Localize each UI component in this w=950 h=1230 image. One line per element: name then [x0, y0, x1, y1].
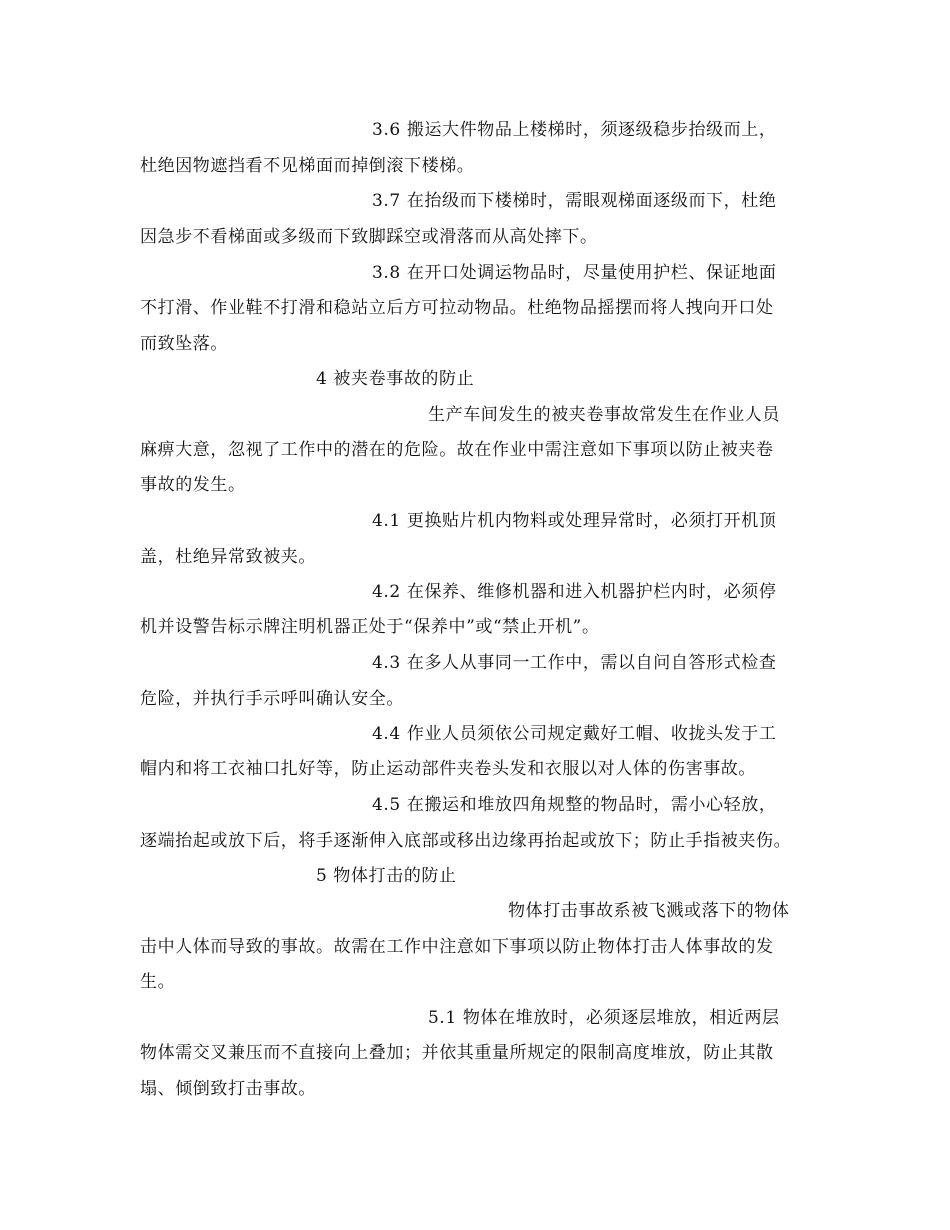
text-line: 不打滑、作业鞋不打滑和稳站立后方可拉动物品。杜绝物品摇摆而将人拽向开口处	[140, 298, 774, 318]
text-line: 逐端抬起或放下后，将手逐渐伸入底部或移出边缘再抬起或放下；防止手指被夹伤。	[140, 831, 792, 851]
text-line: 3.7 在抬级而下楼梯时，需眼观梯面逐级而下，杜绝	[372, 191, 777, 211]
text-line: 杜绝因物遮挡看不见梯面而掉倒滚下楼梯。	[140, 156, 475, 176]
text-line: 物体打击事故系被飞溅或落下的物体	[508, 901, 790, 921]
text-line: 而致坠落。	[140, 334, 228, 354]
text-line: 事故的发生。	[140, 475, 246, 495]
text-line: 4.5 在搬运和堆放四角规整的物品时，需小心轻放，	[372, 795, 777, 815]
text-line: 麻痹大意，忽视了工作中的潜在的危险。故在作业中需注意如下事项以防止被夹卷	[140, 440, 774, 460]
text-line: 塌、倾倒致打击事故。	[140, 1079, 316, 1099]
text-line: 5.1 物体在堆放时，必须逐层堆放，相近两层	[428, 1008, 780, 1028]
text-line: 生。	[140, 972, 176, 992]
text-line: 3.8 在开口处调运物品时，尽量使用护栏、保证地面	[372, 263, 777, 283]
text-line: 击中人体而导致的事故。故需在工作中注意如下事项以防止物体打击人体事故的发	[140, 937, 774, 957]
text-line: 因急步不看梯面或多级而下致脚踩空或滑落而从高处摔下。	[140, 227, 598, 247]
section-heading: 4 被夹卷事故的防止	[316, 369, 475, 389]
section-heading: 5 物体打击的防止	[316, 866, 457, 886]
text-line: 物体需交叉兼压而不直接向上叠加；并依其重量所规定的限制高度堆放，防止其散	[140, 1043, 774, 1063]
text-line: 危险，并执行手示呼叫确认安全。	[140, 689, 404, 709]
text-line: 帽内和将工衣袖口扎好等，防止运动部件夹卷头发和衣服以对人体的伤害事故。	[140, 759, 756, 779]
text-line: 生产车间发生的被夹卷事故常发生在作业人员	[428, 405, 780, 425]
text-line: 4.1 更换贴片机内物料或处理异常时，必须打开机顶	[372, 511, 777, 531]
text-line: 4.4 作业人员须依公司规定戴好工帽、收拢头发于工	[372, 724, 777, 744]
text-line: 机并设警告标示牌注明机器正处于“保养中”或“禁止开机”。	[140, 617, 600, 637]
text-line: 3.6 搬运大件物品上楼梯时，须逐级稳步抬级而上，	[372, 120, 777, 140]
text-line: 盖，杜绝异常致被夹。	[140, 547, 316, 567]
text-line: 4.2 在保养、维修机器和进入机器护栏内时，必须停	[372, 582, 777, 602]
text-line: 4.3 在多人从事同一工作中，需以自问自答形式检查	[372, 653, 777, 673]
